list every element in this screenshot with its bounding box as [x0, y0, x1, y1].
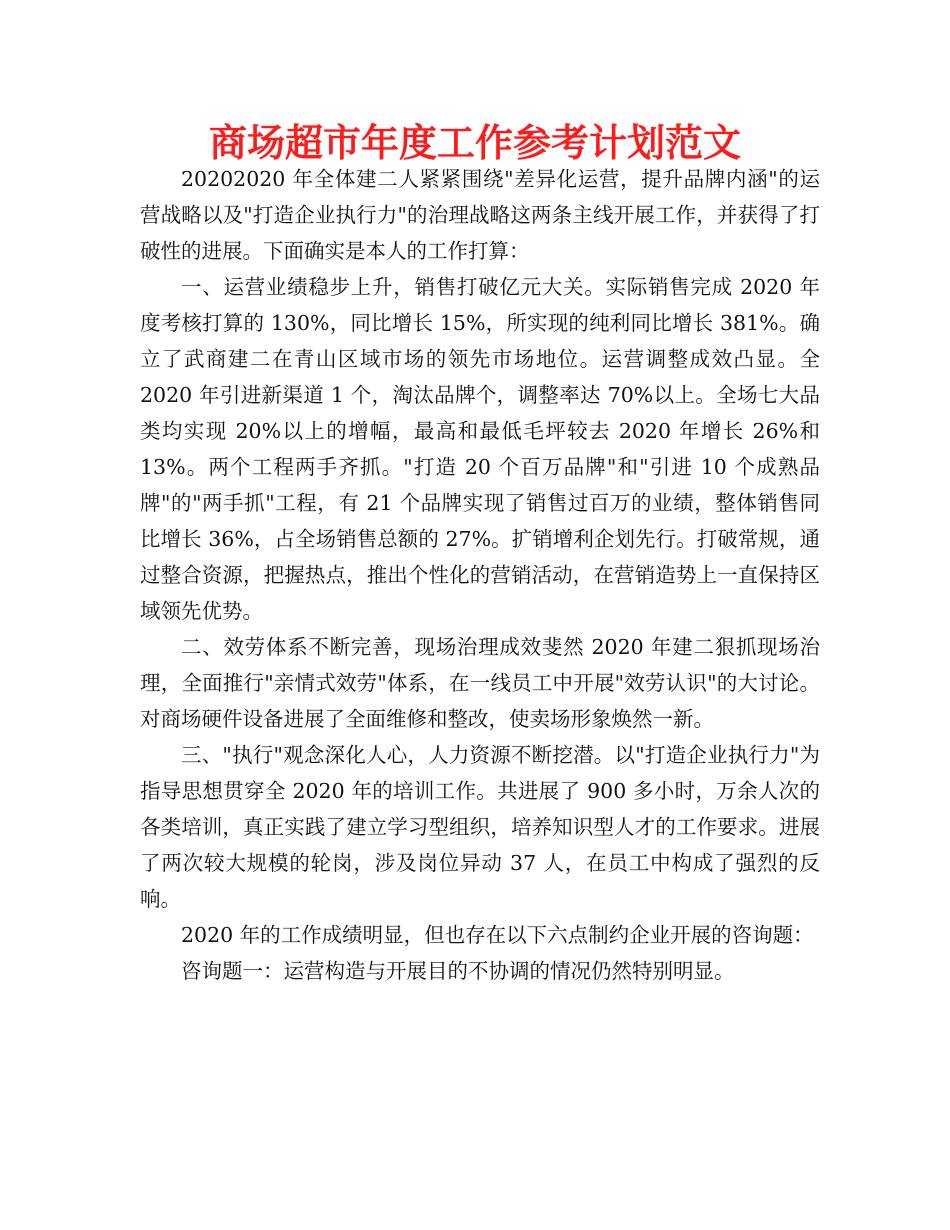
paragraph-summary: 2020 年的工作成绩明显，但也存在以下六点制约企业开展的咨询题： [181, 923, 814, 947]
document-body [140, 161, 820, 989]
document-title: 商场超市年度工作参考计划范文 [208, 121, 741, 165]
paragraph-section-3: 三、"执行"观念深化人心，人力资源不断挖潜。以"打造企业执行力"为指导思想贯穿全 2020 年的培训工作。共进展了 900 多小时，万余人次的各类培训，真正实践了建立学习型组织，培养知识型人才的工作要求。进展了两次较大规模的轮岗，涉及岗位异动 37 人，在员工中构成了强烈的反响。 [140, 743, 820, 911]
paragraph-section-2: 二、效劳体系不断完善，现场治理成效斐然 2020 年建二狠抓现场治理，全面推行"亲情式效劳"体系，在一线员工中开展"效劳认识"的大讨论。对商场硬件设备进展了全面维修和整改，使卖场形象焕然一新。 [140, 635, 820, 731]
paragraph-issue-1: 咨询题一：运营构造与开展目的不协调的情况仍然特别明显。 [181, 959, 735, 983]
paragraph-intro: 20202020 年全体建二人紧紧围绕"差异化运营，提升品牌内涵"的运营战略以及"打造企业执行力"的治理战略这两条主线开展工作，并获得了打破性的进展。下面确实是本人的工作打算： [140, 167, 820, 263]
paragraph-section-1: 一、运营业绩稳步上升，销售打破亿元大关。实际销售完成 2020 年度考核打算的 130%，同比增长 15%，所实现的纯利同比增长 381%。确立了武商建二在青山区域市场的领先市场地位。运营调整成效凸显。全 2020 年引进新渠道 1 个，淘汰品牌个，调整率达 70%以上。全场七大品类均实现 20%以上的增幅，最高和最低毛坪较去 2020 年增长 26%和 13%。两个工程两手齐抓。"打造 20 个百万品牌"和"引进 10 个成熟品牌"的"两手抓"工程，有 21 个品牌实现了销售过百万的业绩，整体销售同比增长 36%，占全场销售总额的 27%。扩销增利企划先行。打破常规，通过整合资源，把握热点，推出个性化的营销活动，在营销造势上一直保持区域领先优势。 [140, 275, 820, 623]
